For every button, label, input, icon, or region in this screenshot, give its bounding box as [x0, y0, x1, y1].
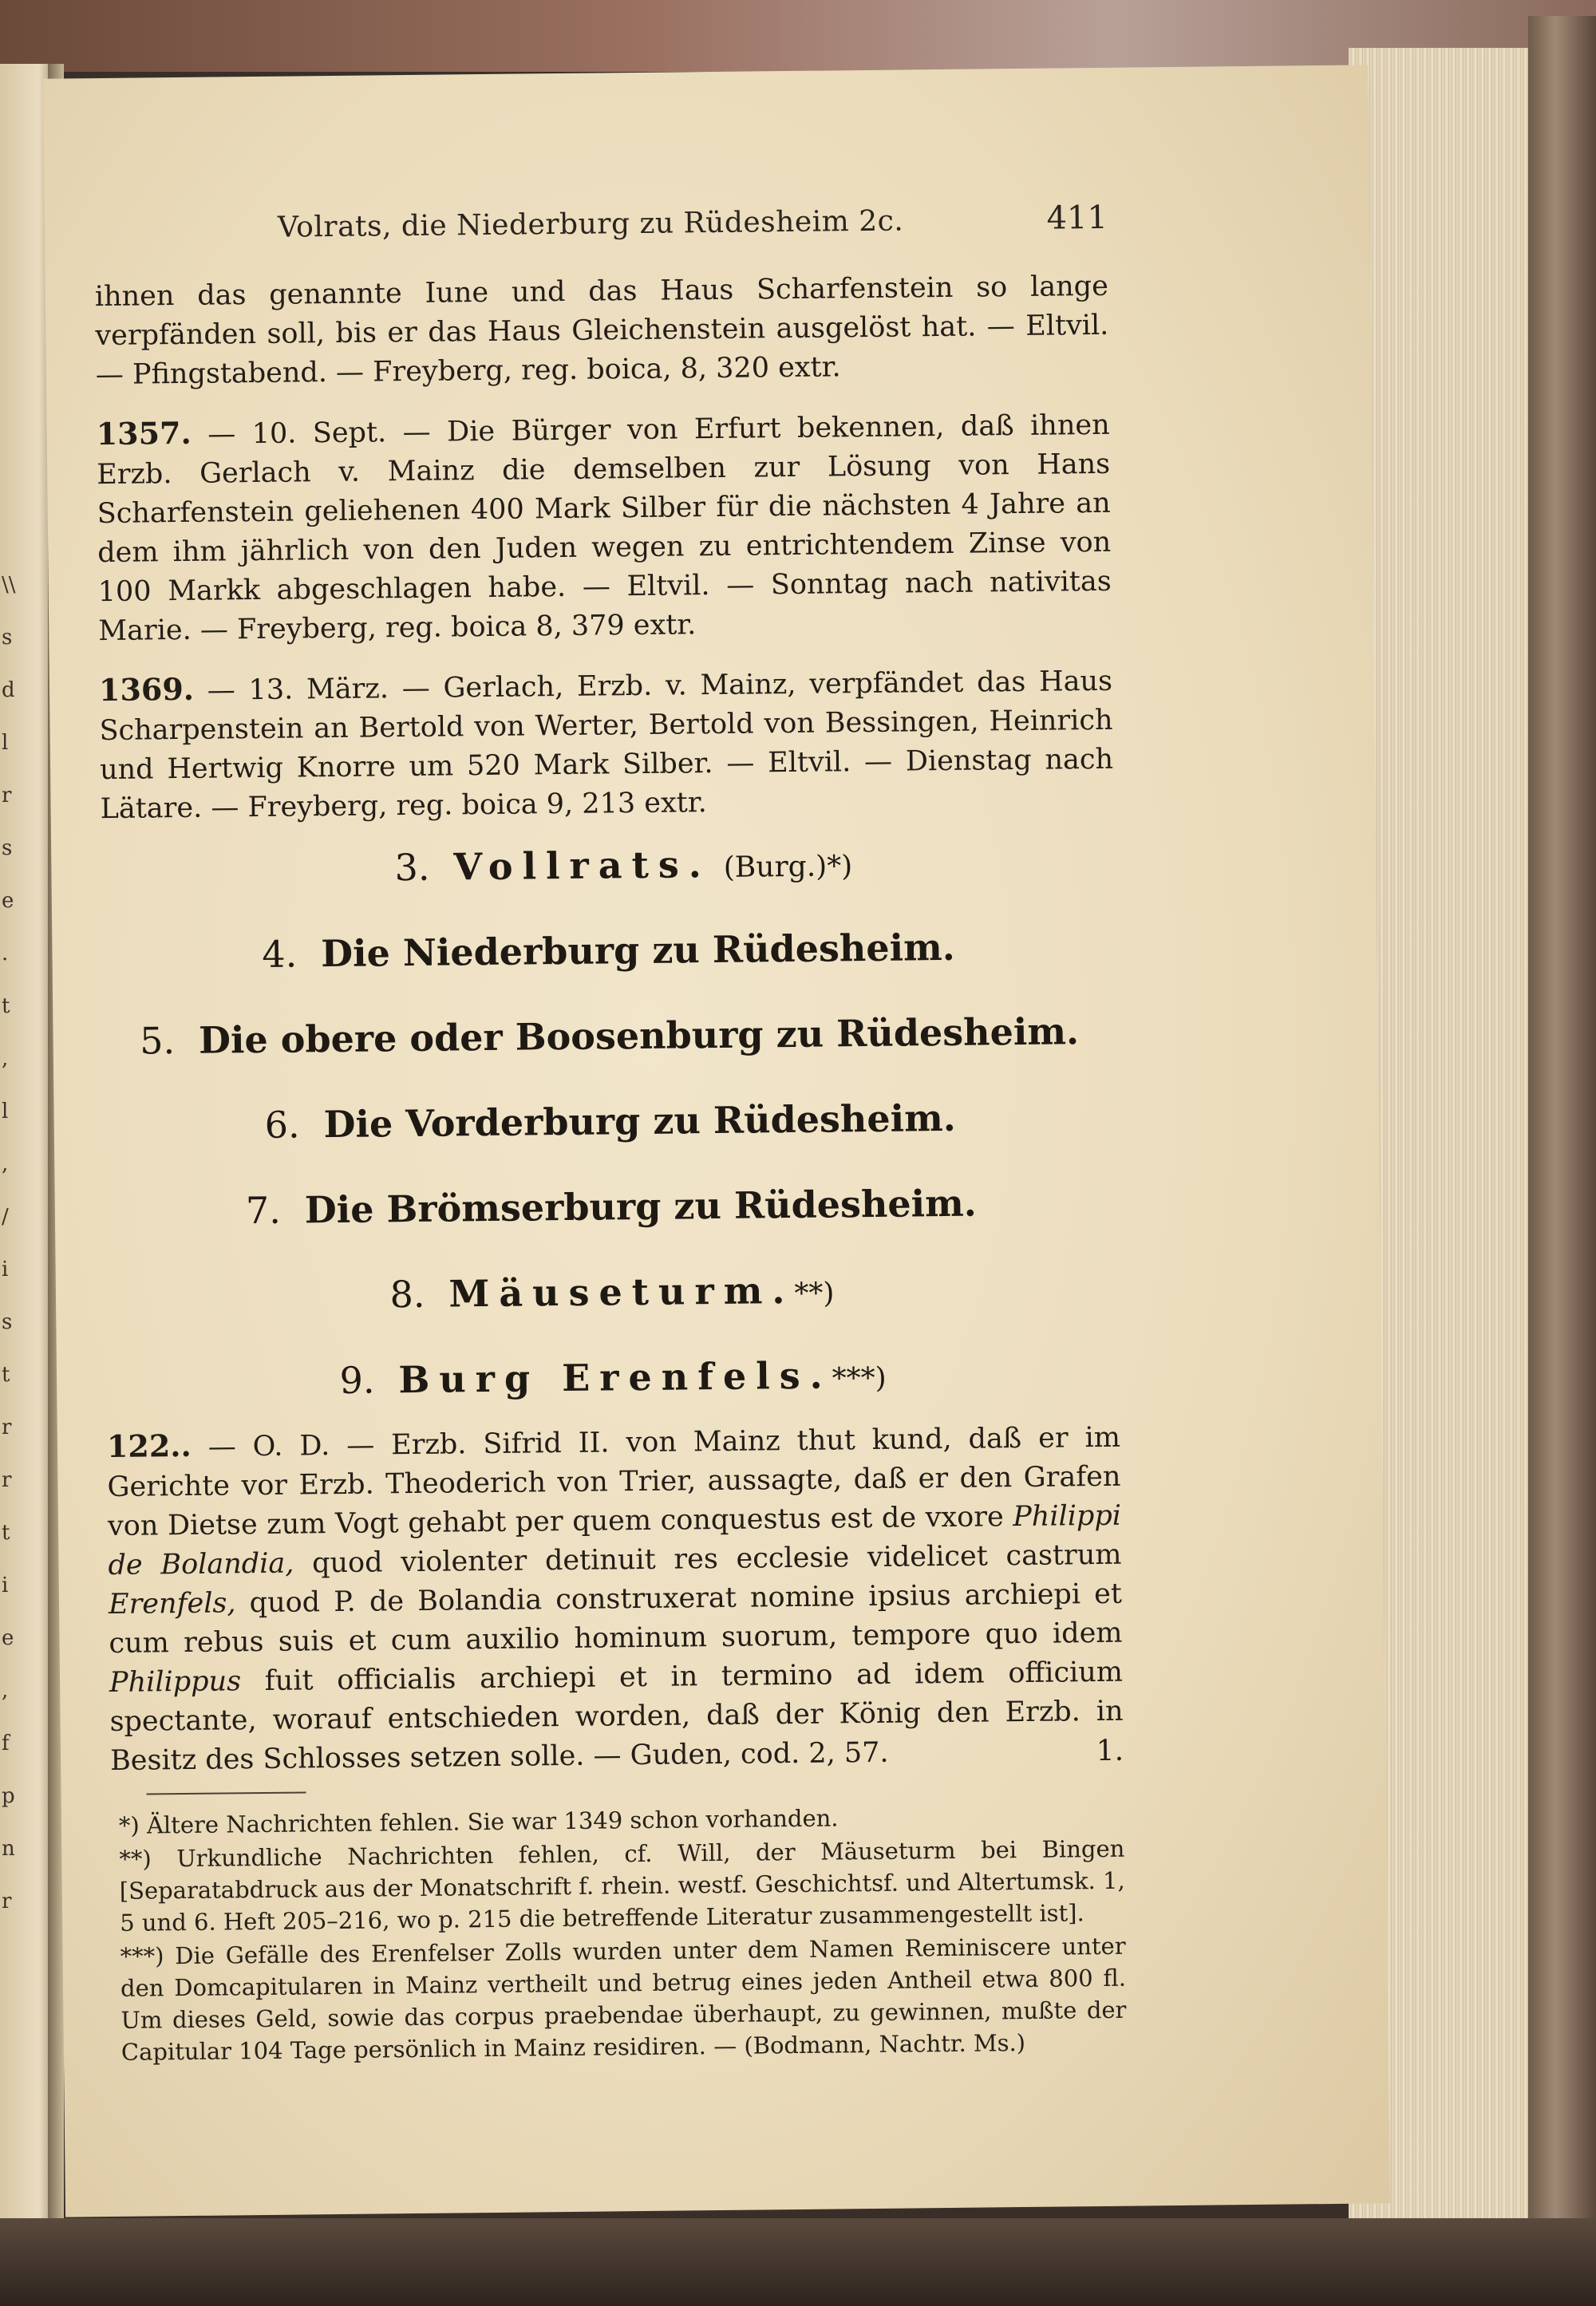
heading-note: (Burg.)*) [723, 850, 853, 884]
margin-mark: f [2, 1731, 10, 1755]
footnote-rule [147, 1791, 306, 1795]
entry-italic-a: Philippi de Bolandia, [108, 1499, 1122, 1582]
left-page-margin-marks [2, 559, 18, 1928]
heading-number: 6. [264, 1103, 300, 1147]
heading-number: 9. [339, 1358, 375, 1402]
margin-mark: , [2, 1047, 9, 1071]
heading-number: 8. [389, 1272, 425, 1317]
paragraph-body: — 13. März. — Gerlach, Erzb. v. Mainz, verpfändet das Haus Scharpenstein an Bertold von Werter, Bertold von Bessingen, Heinrich und Hertwig Knorre um 520 Mark Silber. — Eltvil. — Dienstag nach Lätare. — Freyberg, reg. boica 9, 213 extr. [99, 665, 1114, 826]
paragraph-1357 [96, 404, 1112, 651]
entry-italic-b: Erenfels, [108, 1587, 236, 1621]
margin-mark: t [2, 1521, 10, 1545]
footnote-2: **) Urkundliche Nachrichten fehlen, cf. Will, der Mäuseturm bei Bingen [Separatabdruck aus der Monatschrift f. rhein. westf. Geschichtsf. und Altertumsk. 1, 5 und 6. Heft 205–216, wo p. 215 die betreffende Literatur zusammengestellt ist]. [119, 1834, 1125, 1937]
entry-text-d: fuit officialis archiepi et in termino ad idem officium spectante, worauf entschieden worden, daß der König den Erzb. in Besitz des Schlosses setzen solle. — Guden, cod. 2, 57. [109, 1656, 1124, 1777]
margin-mark: l [2, 1100, 9, 1123]
page-number: 411 [1046, 199, 1108, 237]
entry-end-mark: 1. [1096, 1734, 1124, 1768]
margin-mark: t [2, 1363, 10, 1387]
heading-3 [101, 818, 1115, 914]
margin-mark: p [2, 1784, 15, 1808]
paragraph-continuation: ihnen das genannte Iune und das Haus Scharfenstein so lange verpfänden soll, bis er das Haus Gleichenstein ausgelöst hat. — Eltvil. — Pfingstabend. — Freyberg, reg. boica, 8, 320 extr. [94, 270, 1109, 392]
entry-text-c: quod P. de Bolandia construxerat nomine ipsius archiepi et cum rebus suis et cum auxilio hominum suorum, tempore quo idem [109, 1577, 1123, 1660]
section-headings [101, 818, 1120, 1426]
footnote-1: *) Ältere Nachrichten fehlen. Sie war 1349 schon vorhanden. [118, 1804, 839, 1839]
entry-122 [107, 1416, 1124, 1781]
heading-number: 3. [394, 845, 430, 890]
heading-note: ***) [832, 1361, 887, 1396]
margin-mark: t [2, 994, 10, 1018]
heading-number: 4. [262, 932, 298, 976]
margin-mark: e [2, 889, 14, 913]
heading-7 [104, 1159, 1118, 1255]
margin-mark: r [2, 1416, 12, 1439]
body-text [95, 267, 1114, 848]
book-cover-bottom [0, 2218, 1596, 2306]
heading-title: Die obere oder Boosenburg zu Rüdesheim. [198, 1009, 1080, 1062]
margin-mark: r [2, 1468, 12, 1492]
margin-mark: r [2, 784, 12, 807]
running-head-title: Volrats, die Niederburg zu Rüdesheim 2c. [277, 204, 904, 244]
entry-text-b: quod violenter detinuit res ecclesie videlicet castrum [311, 1538, 1122, 1580]
margin-mark: i [2, 1574, 9, 1597]
heading-number: 7. [245, 1188, 282, 1233]
heading-title: Die Niederburg zu Rüdesheim. [320, 925, 955, 976]
heading-title: Burg Erenfels. [398, 1353, 832, 1402]
heading-4 [101, 903, 1116, 999]
heading-6 [103, 1074, 1117, 1170]
entry-year: 122.. [106, 1427, 192, 1465]
heading-number: 5. [139, 1019, 176, 1063]
margin-mark: s [2, 836, 13, 860]
heading-8 [105, 1245, 1119, 1341]
heading-9 [106, 1330, 1120, 1426]
footnote-3: ***) Die Gefälle des Erenfelser Zolls wurden unter dem Namen Reminiscere unter den Domcapitularen in Mainz vertheilt und betrug eines jeden Antheil etwa 800 fl. Um dieses Geld, sowie das corpus praebendae überhaupt, zu gewinnen, mußte der Capitular 104 Tage persönlich in Mainz residiren. — (Bodmann, Nachtr. Ms.) [120, 1932, 1127, 2066]
margin-mark: \\ [2, 573, 16, 597]
margin-mark: n [2, 1837, 15, 1861]
margin-mark: d [2, 678, 15, 702]
margin-mark: . [2, 942, 9, 965]
running-head [278, 199, 1108, 245]
margin-mark: s [2, 626, 13, 650]
heading-5 [102, 989, 1116, 1084]
heading-title: Mäuseturm. [448, 1268, 795, 1316]
heading-title: Die Brömserburg zu Rüdesheim. [304, 1181, 978, 1232]
footnotes [119, 1799, 1127, 2070]
margin-mark: , [2, 1152, 9, 1176]
page-content [43, 65, 1390, 2217]
entry-italic-c: Philippus [109, 1665, 242, 1700]
margin-mark: i [2, 1258, 9, 1281]
paragraph-body: — 10. Sept. — Die Bürger von Erfurt bekennen, daß ihnen Erzb. Gerlach v. Mainz die demselben zur Lösung von Hans Scharfenstein geliehenen 400 Mark Silber für die nächsten 4 Jahre an dem ihm jährlich von den Juden wegen zu entrichtendem Zinse von 100 Markk abgeschlagen habe. — Eltvil. — Sonntag nach nativitas Marie. — Freyberg, reg. boica 8, 379 extr. [97, 409, 1112, 648]
entry-text-a: — O. D. — Erzb. Sifrid II. von Mainz thut kund, daß er im Gerichte vor Erzb. Theoderich von Trier, aussagte, daß er den Grafen von Dietse zum Vogt gehabt per quem conquestus est de vxore [107, 1421, 1121, 1543]
paragraph-year: 1357. [96, 414, 192, 452]
margin-mark: r [2, 1889, 12, 1913]
book-binding [1528, 16, 1596, 2274]
heading-title: Vollrats. [453, 843, 711, 889]
margin-mark: l [2, 731, 9, 755]
margin-mark: / [2, 1205, 9, 1229]
paragraph-year: 1369. [98, 670, 195, 709]
margin-mark: , [2, 1679, 9, 1703]
heading-title: Die Vorderburg zu Rüdesheim. [323, 1096, 957, 1147]
margin-mark: s [2, 1310, 13, 1334]
heading-note: **) [794, 1277, 835, 1310]
paragraph-1369 [99, 660, 1114, 829]
margin-mark: e [2, 1626, 14, 1650]
